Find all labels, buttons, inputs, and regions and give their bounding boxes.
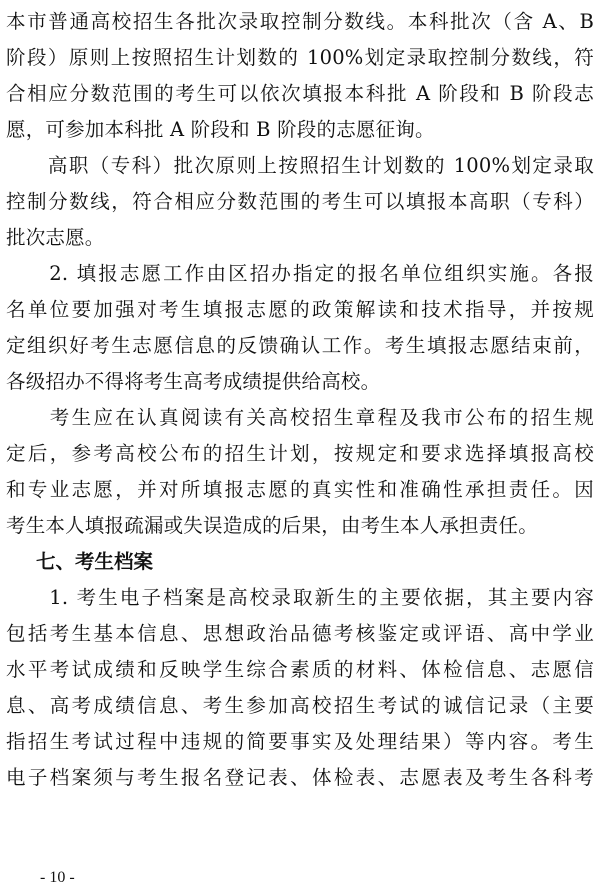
text-line: 控制分数线，符合相应分数范围的考生可以填报本高职（专科） [6, 190, 594, 213]
text-line: 电子档案须与考生报名登记表、体检表、志愿表及考生各科考 [6, 766, 594, 789]
document-body [6, 4, 594, 796]
text-line: 考生应在认真阅读有关高校招生章程及我市公布的招生规 [6, 406, 594, 429]
text-line: 合相应分数范围的考生可以依次填报本科批 A 阶段和 B 阶段志 [6, 82, 594, 105]
text-line: 名单位要加强对考生填报志愿的政策解读和技术指导，并按规 [6, 298, 594, 321]
text-line: 和专业志愿，并对所填报志愿的真实性和准确性承担责任。因 [6, 478, 594, 501]
paragraph-vocational-batch [6, 148, 594, 256]
text-line: 高职（专科）批次原则上按照招生计划数的 100%划定录取 [6, 154, 594, 177]
text-line: 考生本人填报疏漏或失误造成的后果，由考生本人承担责任。 [6, 514, 538, 537]
paragraph-electronic-archive [6, 580, 594, 796]
text-line: 阶段）原则上按照招生计划数的 100%划定录取控制分数线，符 [6, 46, 594, 69]
section-heading: 七、考生档案 [36, 550, 154, 573]
paragraph-admission-score-lines [6, 4, 594, 148]
text-line: 息、高考成绩信息、考生参加高校招生考试的诚信记录（主要 [6, 694, 594, 717]
text-line: 各级招办不得将考生高考成绩提供给高校。 [6, 370, 381, 393]
text-line: 包括考生基本信息、思想政治品德考核鉴定或评语、高中学业 [6, 622, 594, 645]
text-line: 批次志愿。 [6, 226, 105, 249]
page-number: - 10 - [40, 869, 75, 886]
text-line: 定组织好考生志愿信息的反馈确认工作。考生填报志愿结束前， [6, 334, 594, 357]
paragraph-application-organization [6, 256, 594, 400]
text-line: 2. 填报志愿工作由区招办指定的报名单位组织实施。各报 [6, 262, 594, 285]
text-line: 1. 考生电子档案是高校录取新生的主要依据，其主要内容 [6, 586, 594, 609]
text-line: 水平考试成绩和反映学生综合素质的材料、体检信息、志愿信 [6, 658, 594, 681]
text-line: 定后，参考高校公布的招生计划，按规定和要求选择填报高校 [6, 442, 594, 465]
paragraph-candidate-responsibility [6, 400, 594, 544]
text-line: 本市普通高校招生各批次录取控制分数线。本科批次（含 A、B [6, 10, 594, 33]
text-line: 指招生考试过程中违规的简要事实及处理结果）等内容。考生 [6, 730, 594, 753]
text-line: 愿，可参加本科批 A 阶段和 B 阶段的志愿征询。 [6, 118, 435, 141]
